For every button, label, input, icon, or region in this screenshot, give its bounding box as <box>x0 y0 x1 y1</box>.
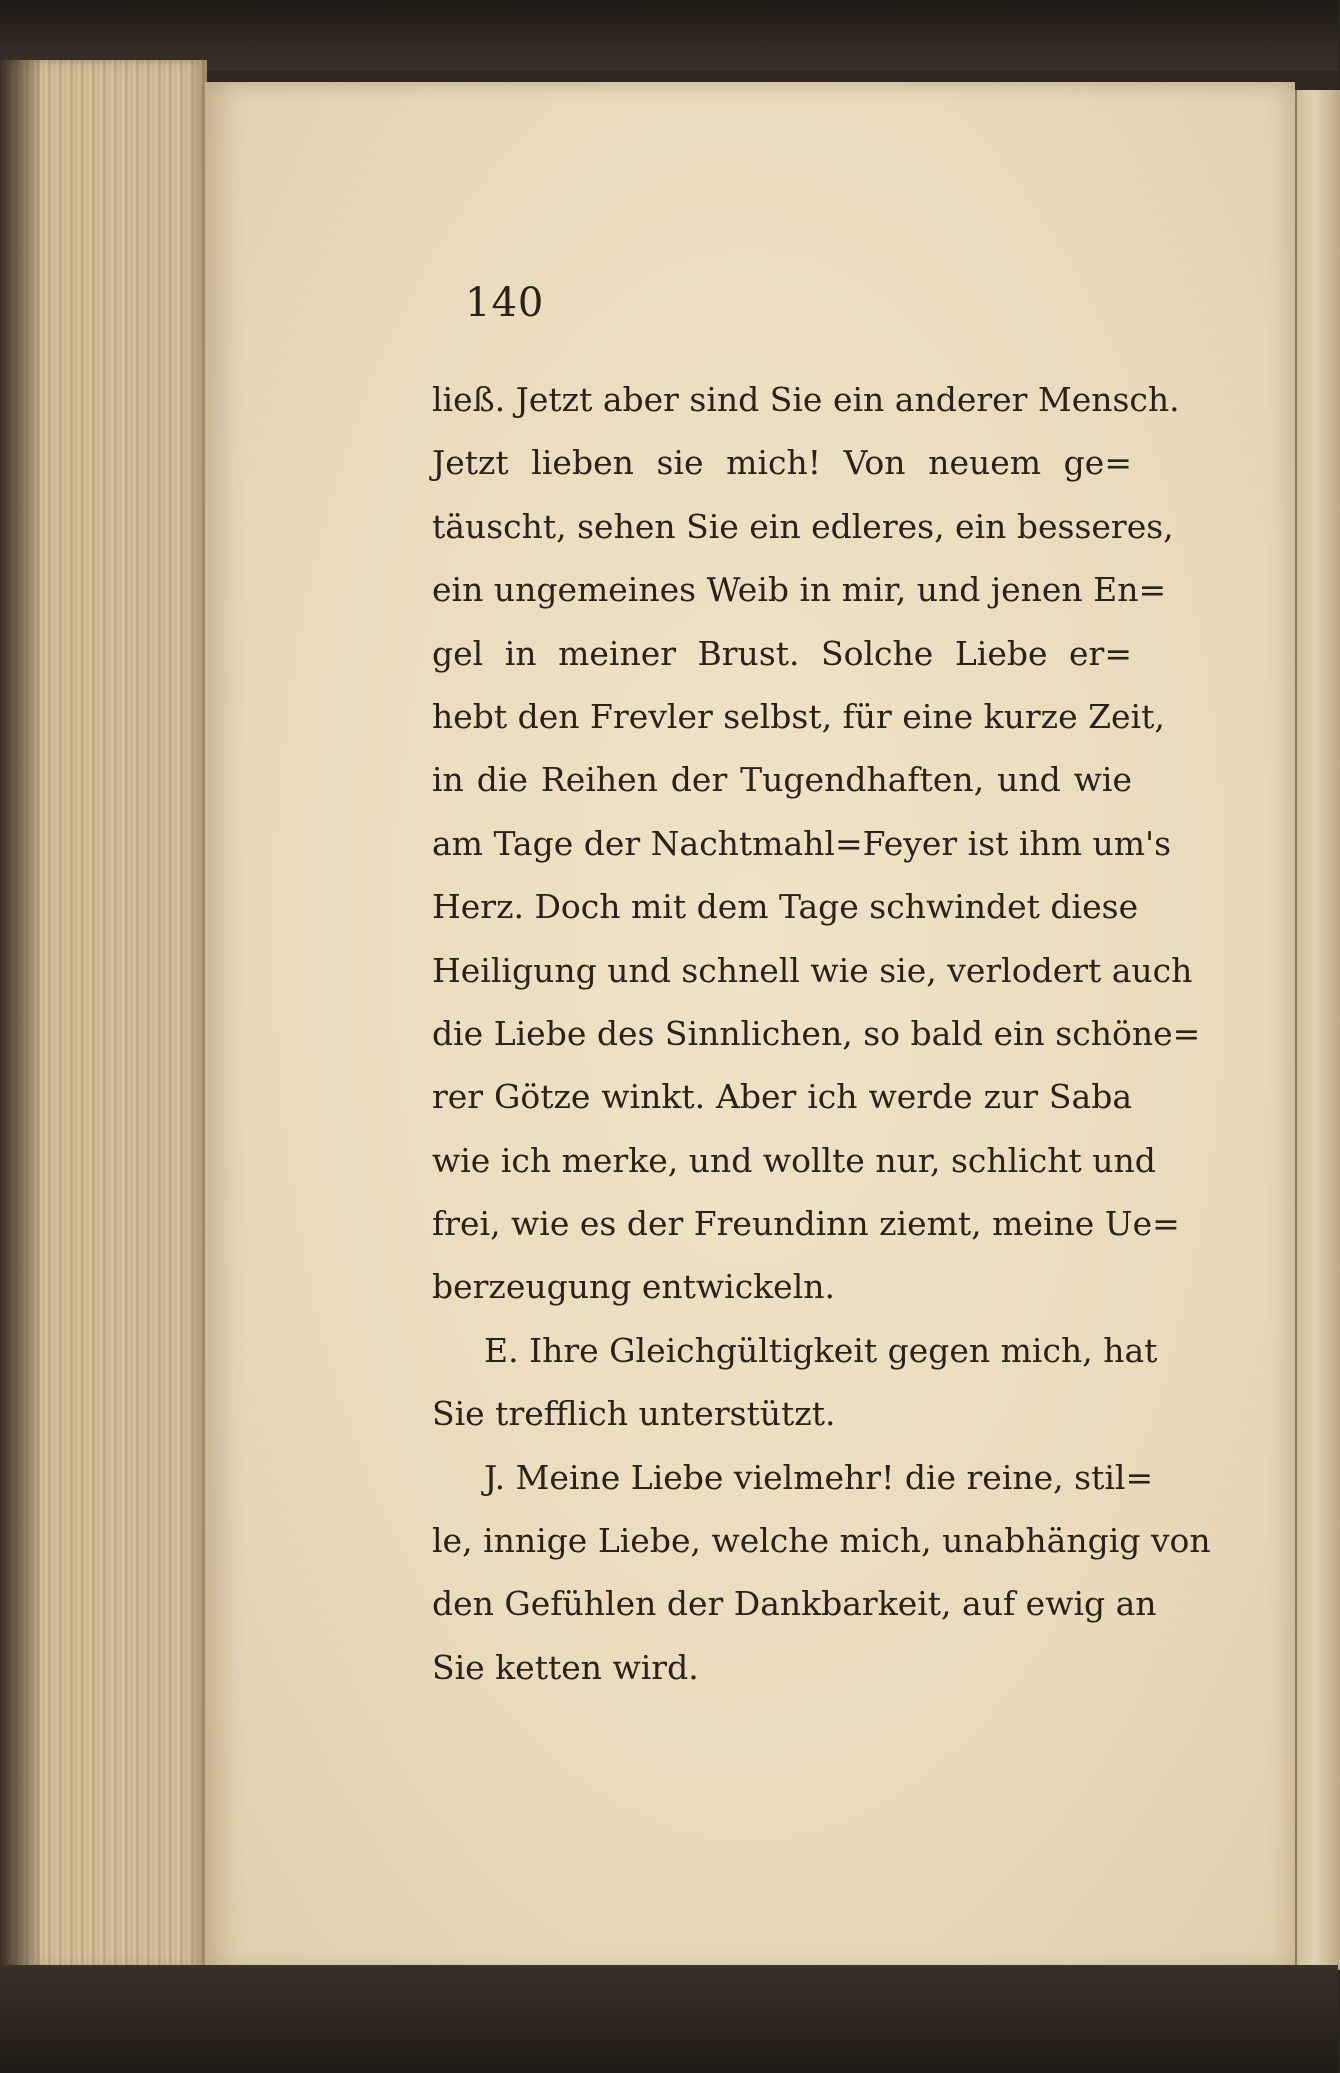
text-line: wie ich merke, und wollte nur, schlicht und <box>432 1140 1156 1180</box>
dialogue-line: E. Ihre Gleichgültigkeit gegen mich, hat <box>484 1330 1158 1370</box>
adjacent-page-edge <box>1295 90 1340 1970</box>
page-number: 140 <box>465 280 545 326</box>
text-line: gel in meiner Brust. Solche Liebe er= <box>432 633 1132 673</box>
text-line: berzeugung entwickeln. <box>432 1267 835 1307</box>
book-cover-bottom <box>0 1965 1338 2073</box>
dialogue-line: J. Meine Liebe vielmehr! die reine, stil= <box>484 1457 1154 1497</box>
dialogue-line: le, innige Liebe, welche mich, unabhängig von <box>432 1521 1211 1561</box>
stacked-page-edges <box>0 60 207 1970</box>
text-line: die Liebe des Sinnlichen, so bald ein schöne= <box>432 1013 1201 1053</box>
text-line: hebt den Frevler selbst, für eine kurze Zeit, <box>432 696 1165 736</box>
text-line: täuscht, sehen Sie ein edleres, ein besseres, <box>432 506 1174 546</box>
dialogue-line: Sie ketten wird. <box>432 1647 699 1687</box>
text-line: Heiligung und schnell wie sie, verlodert auch <box>432 950 1193 990</box>
text-line: Jetzt lieben sie mich! Von neuem ge= <box>432 443 1132 483</box>
dialogue-line: den Gefühlen der Dankbarkeit, auf ewig an <box>432 1584 1157 1624</box>
text-line: am Tage der Nachtmahl=Feyer ist ihm um's <box>432 823 1172 863</box>
text-line: ließ. Jetzt aber sind Sie ein anderer Mensch. <box>432 380 1180 419</box>
text-line: ein ungemeines Weib in mir, und jenen En= <box>432 570 1167 610</box>
dialogue-line: Sie trefflich unterstützt. <box>432 1394 836 1434</box>
text-line: in die Reihen der Tugendhaften, und wie <box>432 760 1132 800</box>
text-line: rer Götze winkt. Aber ich werde zur Saba <box>432 1077 1132 1117</box>
text-line: Herz. Doch mit dem Tage schwindet diese <box>432 887 1139 927</box>
text-line: frei, wie es der Freundinn ziemt, meine Ue= <box>432 1204 1180 1244</box>
page-text <box>432 368 1211 1699</box>
